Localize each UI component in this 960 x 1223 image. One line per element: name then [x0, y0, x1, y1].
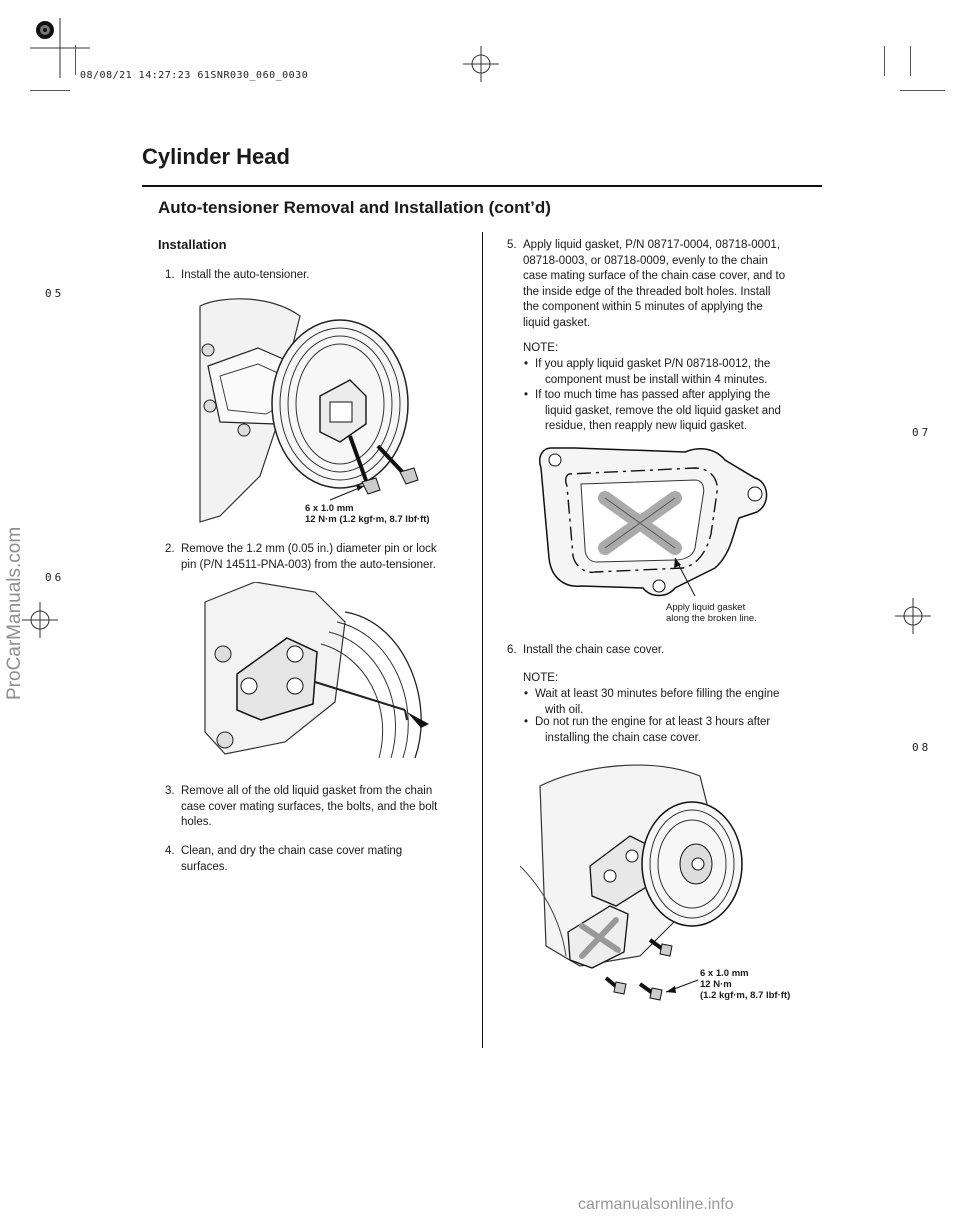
step-text: Install the chain case cover.	[523, 644, 665, 656]
trim-mark	[75, 45, 76, 75]
step-number: 3.	[165, 785, 175, 797]
step-number: 2.	[165, 543, 175, 555]
note-item: • If too much time has passed after applying the liquid gasket, remove the old liquid gasket and residue, then reapply new liquid gasket.	[524, 389, 781, 432]
section-heading: Installation	[158, 237, 227, 252]
step-text: Install the auto-tensioner.	[181, 269, 310, 281]
note-item: • If you apply liquid gasket P/N 08718-0012, the component must be install within 4 minutes.	[524, 358, 771, 386]
step-text: Clean, and dry the chain case cover mating surfaces.	[181, 845, 403, 873]
figure-chain-case-cover	[535, 438, 775, 598]
step-number: 4.	[165, 845, 175, 857]
step-number: 5.	[507, 239, 517, 251]
registration-target-icon	[30, 18, 90, 78]
crosshair-icon	[22, 602, 58, 638]
step-text: Apply liquid gasket, P/N 08717-0004, 08718-0001, 08718-0003, or 08718-0009, evenly to the chain case mating surface of the chain case cover, and to the inside edge of the threaded bolt holes. Install the component within 5 minutes of applying the liquid gasket.	[523, 239, 786, 329]
note-label: NOTE:	[523, 342, 559, 354]
step-text: Remove all of the old liquid gasket from the chain case cover mating surfaces, the bolts, and the bolt holes.	[181, 785, 438, 828]
trim-mark	[30, 90, 70, 91]
margin-code: 06	[45, 571, 65, 584]
title-rule	[142, 185, 822, 187]
step-number: 1.	[165, 269, 175, 281]
watermark-bottom: carmanualsonline.info	[578, 1196, 734, 1213]
step-number: 6.	[507, 644, 517, 656]
print-stamp: 08/08/21 14:27:23 61SNR030_060_0030	[80, 70, 309, 81]
note-item: • Do not run the engine for at least 3 hours after installing the chain case cover.	[524, 716, 771, 744]
step-2	[165, 542, 475, 574]
trim-mark	[910, 46, 911, 76]
figure-remove-pin	[195, 582, 435, 758]
step-6	[507, 643, 817, 663]
callout-fig4-spec: 6 x 1.0 mm 12 N·m (1.2 kgf·m, 8.7 lbf·ft)	[700, 968, 791, 1001]
callout-fig3-gasket: Apply liquid gasket along the broken line.	[666, 602, 757, 624]
column-divider	[482, 232, 483, 1048]
step-5	[507, 238, 817, 334]
margin-code: 07	[912, 426, 932, 439]
page-title: Cylinder Head	[142, 144, 290, 169]
note-item: • Wait at least 30 minutes before filling the engine with oil.	[524, 688, 780, 716]
margin-code: 08	[912, 741, 932, 754]
page-subtitle: Auto-tensioner Removal and Installation (cont’d)	[158, 198, 551, 217]
step-3	[165, 784, 475, 832]
step-4	[165, 844, 475, 876]
crosshair-icon	[463, 46, 499, 82]
trim-mark	[884, 46, 885, 76]
trim-mark	[900, 90, 945, 91]
note-label: NOTE:	[523, 672, 559, 684]
crosshair-icon	[895, 598, 931, 634]
callout-fig1-spec: 6 x 1.0 mm 12 N·m (1.2 kgf·m, 8.7 lbf·ft)	[305, 503, 430, 525]
figure-chain-case-install	[520, 756, 760, 1004]
figure-auto-tensioner-install	[180, 296, 450, 524]
margin-code: 05	[45, 287, 65, 300]
step-1	[165, 268, 465, 288]
watermark-side: ProCarManuals.com	[4, 526, 25, 700]
step-text: Remove the 1.2 mm (0.05 in.) diameter pin or lock pin (P/N 14511-PNA-003) from the auto-tensioner.	[181, 543, 437, 571]
